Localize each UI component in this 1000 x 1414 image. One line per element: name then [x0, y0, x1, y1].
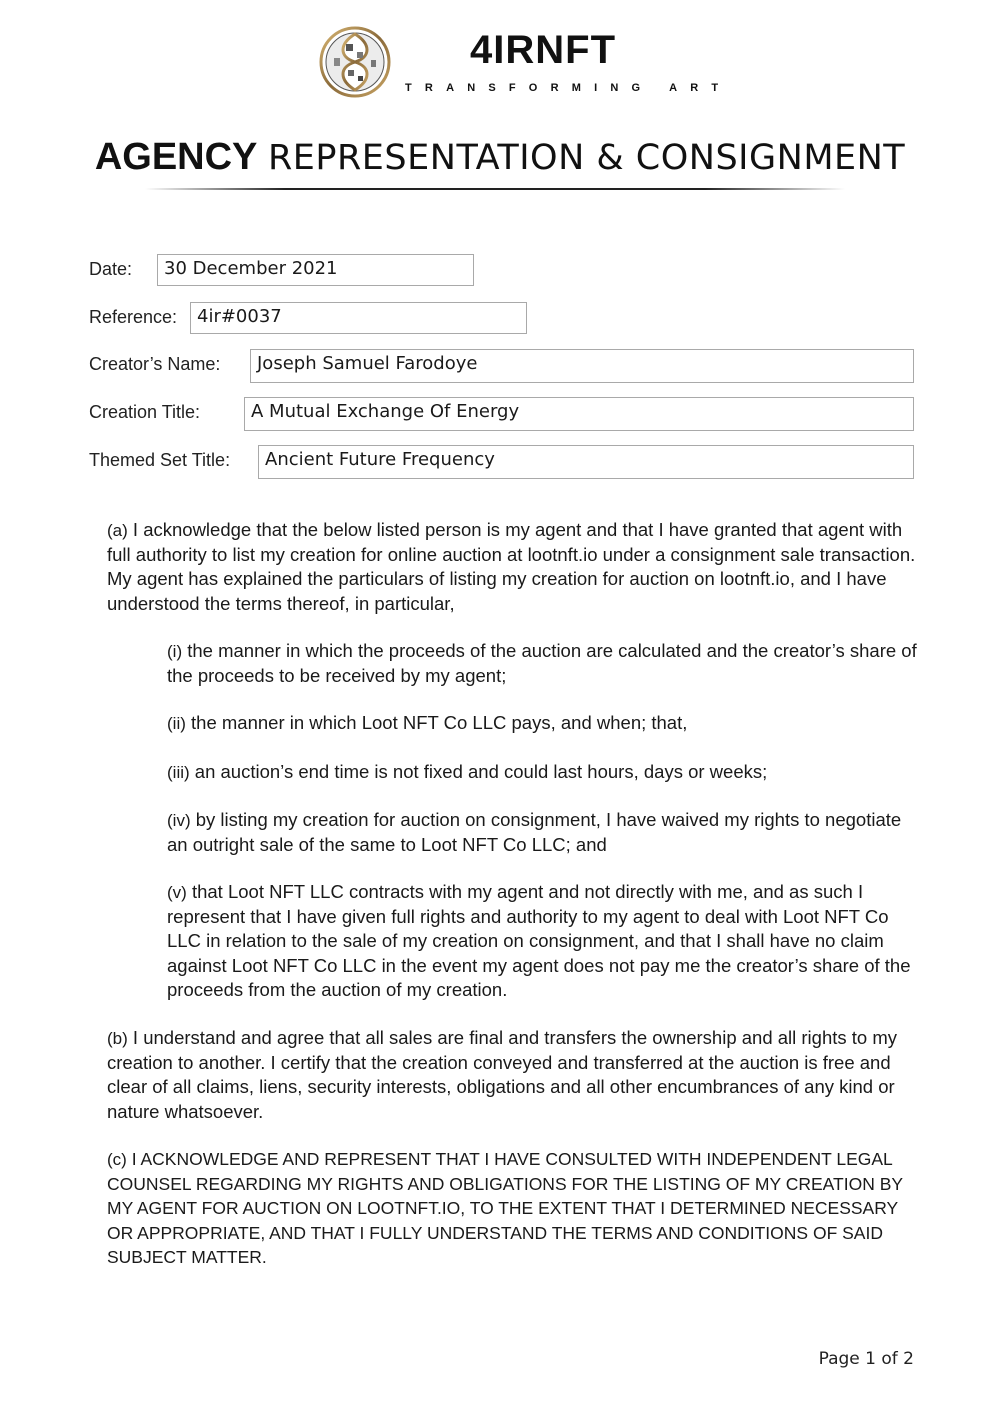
clause-iv-mark: (iv): [167, 811, 191, 830]
clause-a-mark: (a): [107, 521, 128, 540]
clause-iii-text: an auction’s end time is not fixed and could last hours, days or weeks;: [194, 761, 768, 782]
clause-iv: [167, 808, 907, 857]
clause-i-mark: (i): [167, 642, 183, 661]
creator-name-field[interactable]: Joseph Samuel Farodoye: [250, 349, 914, 383]
clause-ii-text: the manner in which Loot NFT Co LLC pays, and when; that,: [191, 712, 688, 733]
creation-title-field[interactable]: A Mutual Exchange Of Energy: [244, 397, 914, 431]
clause-a: [107, 518, 927, 616]
clause-v-text: that Loot NFT LLC contracts with my agent and not directly with me, and as such I represent that I have given full rights and authority to my agent to deal with Loot NFT Co LLC in relation to the sale of my creation on consignment, and that I shall have no claim against Loot NFT Co LLC in the event my agent does not pay me the creator’s share of the proceeds from the auction of my creation.: [167, 881, 911, 1000]
clause-b: [107, 1026, 927, 1124]
title-divider: [145, 188, 845, 190]
clause-a-text: I acknowledge that the below listed person is my agent and that I have granted that agent with full authority to list my creation for online auction at lootnft.io under a consignment sale transaction. My agent has explained the particulars of listing my creation for auction on lootnft.io, and I have understood the terms thereof, in particular,: [107, 519, 916, 614]
clause-v: [167, 880, 925, 1002]
clause-b-mark: (b): [107, 1029, 128, 1048]
title-rest: REPRESENTATION & CONSIGNMENT: [267, 138, 906, 178]
clause-iii: [167, 760, 919, 785]
clause-c: [107, 1147, 907, 1269]
creator-name-label: Creator’s Name:: [89, 354, 221, 374]
clause-c-text: I ACKNOWLEDGE AND REPRESENT THAT I HAVE CONSULTED WITH INDEPENDENT LEGAL COUNSEL REGARDING MY RIGHTS AND OBLIGATIONS FOR THE LISTING OF MY CREATION BY MY AGENT FOR AUCTION ON LOOTNFT.IO, TO THE EXTENT THAT I DETERMINED NECESSARY OR APPROPRIATE, AND THAT I FULLY UNDERSTAND THE TERMS AND CONDITIONS OF SAID SUBJECT MATTER.: [107, 1149, 903, 1267]
reference-label: Reference:: [89, 307, 178, 327]
clause-ii-mark: (ii): [167, 714, 186, 733]
document-title: [0, 135, 1000, 180]
reference-field[interactable]: 4ir#0037: [190, 302, 527, 334]
brand-name: 4IRNFT: [470, 28, 616, 72]
clause-ii: [167, 711, 919, 736]
title-bold: AGENCY: [94, 136, 258, 178]
brand-emblem-icon: [316, 22, 394, 102]
brand-tagline: TRANSFORMING ART: [405, 82, 732, 94]
clause-i: [167, 639, 919, 688]
clause-v-mark: (v): [167, 883, 187, 902]
clause-iv-text: by listing my creation for auction on consignment, I have waived my rights to negotiate an outright sale of the same to Loot NFT Co LLC; and: [167, 809, 902, 856]
clause-iii-mark: (iii): [167, 763, 190, 782]
page-number: Page 1 of 2: [818, 1349, 914, 1369]
themed-set-title-field[interactable]: Ancient Future Frequency: [258, 445, 914, 479]
date-field[interactable]: 30 December 2021: [157, 254, 474, 286]
themed-set-title-label: Themed Set Title:: [89, 450, 231, 470]
clause-c-mark: (c): [107, 1150, 127, 1169]
clause-b-text: I understand and agree that all sales are final and transfers the ownership and all rights to my creation to another. I certify that the creation conveyed and transferred at the auction is free and clear of all claims, liens, security interests, obligations and all other encumbrances of any kind or nature whatsoever.: [107, 1027, 898, 1122]
date-label: Date:: [89, 259, 133, 279]
creation-title-label: Creation Title:: [89, 402, 201, 422]
clause-i-text: the manner in which the proceeds of the auction are calculated and the creator’s share of the proceeds to be received by my agent;: [167, 640, 917, 687]
